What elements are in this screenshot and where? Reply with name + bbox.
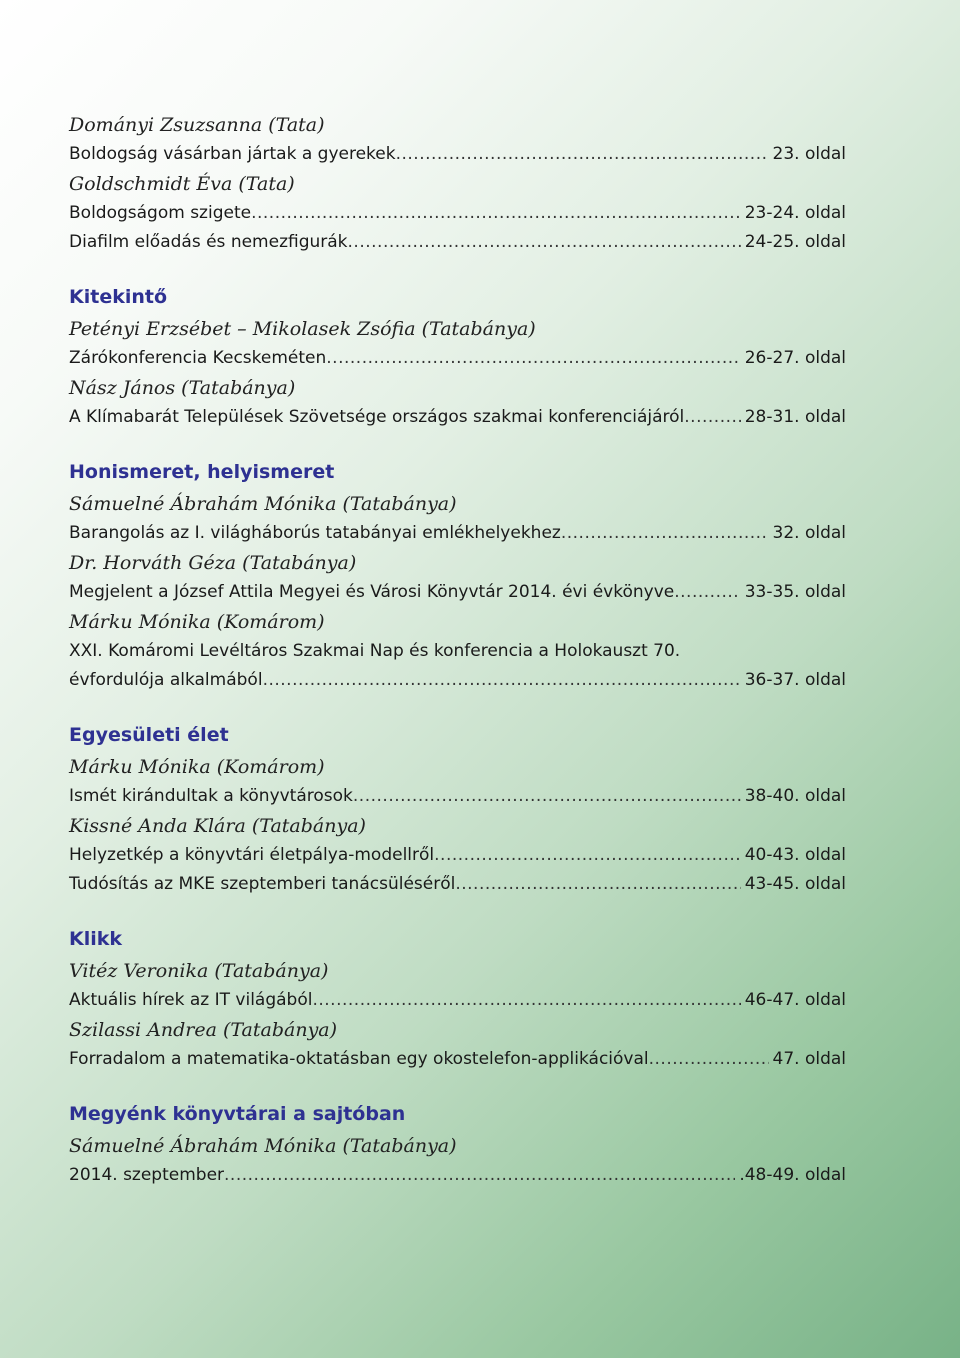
page-reference: 40-43. oldal [744,845,846,865]
dot-leader [396,140,769,169]
toc-entry [69,519,846,548]
author-line: Dr. Horváth Géza (Tatabánya) [69,552,357,574]
article-title: Forradalom a matematika-oktatásban egy okostelefon-applikációval [69,1049,649,1069]
page-reference: 23. oldal [772,144,846,164]
section-heading: Megyénk könyvtárai a sajtóban [69,1103,406,1125]
author-line: Szilassi Andrea (Tatabánya) [69,1019,338,1041]
page-reference: 24-25. oldal [744,232,846,252]
page-reference: 47. oldal [772,1049,846,1069]
page-reference: 46-47. oldal [744,990,846,1010]
article-title: Zárókonferencia Kecskeméten [69,348,327,368]
toc-entry [69,228,846,257]
dot-leader [434,841,741,870]
toc-entry [69,1045,846,1074]
author-line: Vitéz Veronika (Tatabánya) [69,960,329,982]
dot-leader [251,199,741,228]
toc-entry [69,986,846,1015]
author-line: Petényi Erzsébet – Mikolasek Zsófia (Tatabánya) [69,318,536,340]
article-title: Megjelent a József Attila Megyei és Városi Könyvtár 2014. évi évkönyve [69,582,675,602]
author-line: Sámuelné Ábrahám Mónika (Tatabánya) [69,1135,457,1157]
author-line: Dományi Zsuzsanna (Tata) [69,114,325,136]
dot-leader [649,1045,769,1074]
author-line: Nász János (Tatabánya) [69,377,296,399]
article-title: Ismét kirándultak a könyvtárosok [69,786,353,806]
toc-entry [69,199,846,228]
toc-entry [69,578,846,607]
page-reference: 26-27. oldal [744,348,846,368]
toc-entry [69,870,846,899]
page-reference: 33-35. oldal [744,582,846,602]
page-reference: 43-45. oldal [744,874,846,894]
author-line: Márku Mónika (Komárom) [69,611,325,633]
author-line: Sámuelné Ábrahám Mónika (Tatabánya) [69,493,457,515]
article-title: Boldogságom szigete [69,203,252,223]
article-title: Barangolás az I. világháborús tatabányai emlékhelyekhez [69,523,561,543]
dot-leader [312,986,740,1015]
toc-entry [69,140,846,169]
article-title: Aktuális hírek az IT világából [69,990,313,1010]
toc-entry [69,403,846,432]
dot-leader [263,666,741,695]
article-title: évfordulója alkalmából [69,670,263,690]
article-title: 2014. szeptember [69,1165,225,1185]
dot-leader [684,403,740,432]
toc-entry [69,841,846,870]
article-title: A Klímabarát Települések Szövetsége országos szakmai konferenciájáról [69,407,685,427]
section-heading: Egyesületi élet [69,724,229,746]
article-title: Diafilm előadás és nemezfigurák [69,232,348,252]
dot-leader [674,578,740,607]
toc-entry [69,1161,846,1190]
author-line: Kissné Anda Klára (Tatabánya) [69,815,366,837]
article-title: Boldogság vásárban jártak a gyerekek [69,144,396,164]
article-title: Helyzetkép a könyvtári életpálya-modellről [69,845,435,865]
dot-leader [353,782,741,811]
page-reference: 32. oldal [772,523,846,543]
section-heading: Kitekintő [69,286,168,308]
author-line: Goldschmidt Éva (Tata) [69,173,295,195]
page-reference: 36-37. oldal [744,670,846,690]
dot-leader [348,228,741,257]
author-line: Márku Mónika (Komárom) [69,756,325,778]
table-of-contents [69,110,846,1190]
dot-leader [224,1161,735,1190]
toc-entry [69,782,846,811]
toc-entry [69,666,846,695]
page-reference: 23-24. oldal [744,203,846,223]
toc-entry [69,344,846,373]
page-reference: 28-31. oldal [744,407,846,427]
dot-leader [455,870,740,899]
article-title-line: XXI. Komáromi Levéltáros Szakmai Nap és konferencia a Holokauszt 70. [69,641,681,661]
page-reference: .48-49. oldal [739,1165,846,1185]
dot-leader [561,519,769,548]
page-reference: 38-40. oldal [744,786,846,806]
article-title: Tudósítás az MKE szeptemberi tanácsüléséről [69,874,456,894]
dot-leader [326,344,740,373]
section-heading: Honismeret, helyismeret [69,461,335,483]
section-heading: Klikk [69,928,123,950]
